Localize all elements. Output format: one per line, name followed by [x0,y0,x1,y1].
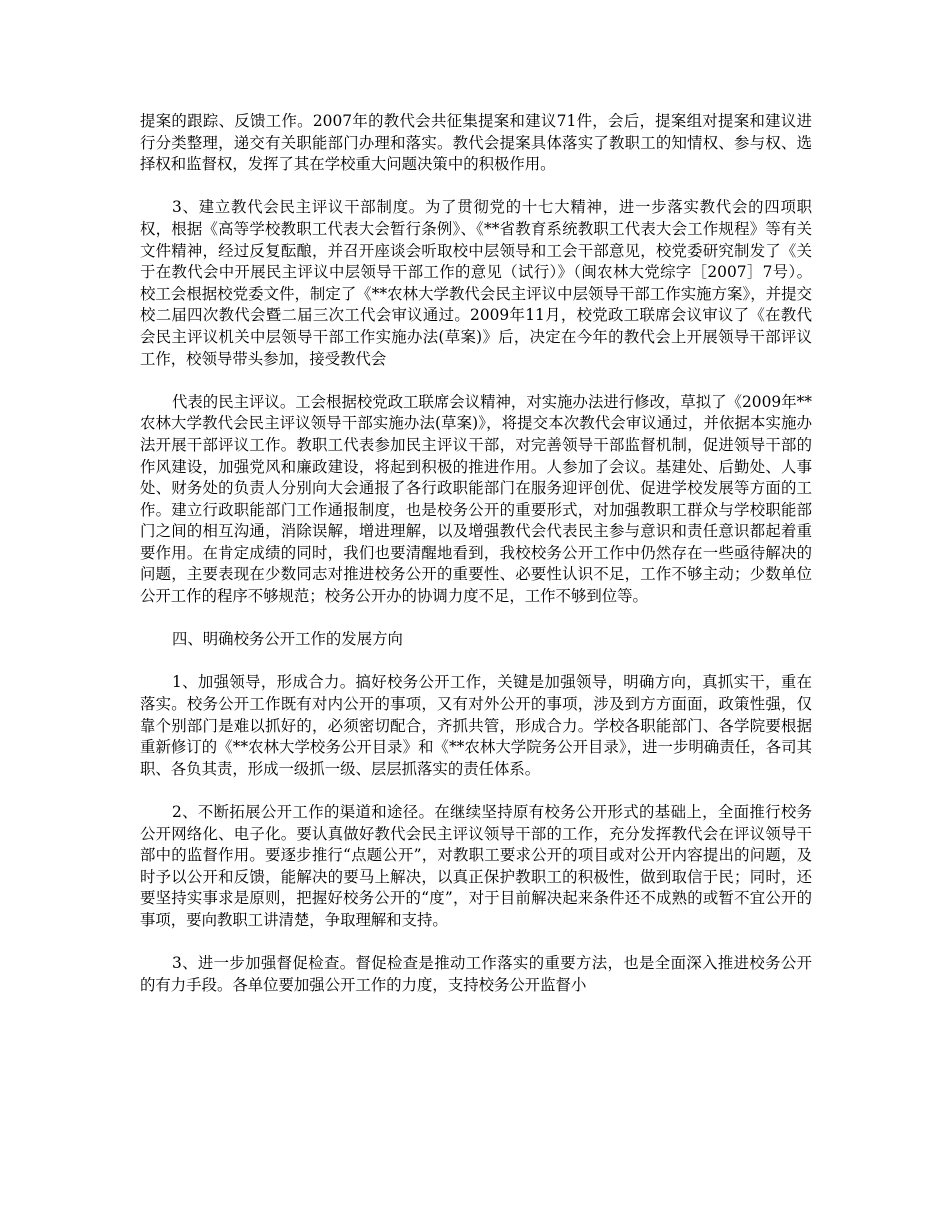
paragraph-strengthen-leadership: 1、加强领导，形成合力。搞好校务公开工作，关键是加强领导，明确方向，真抓实干，重在落实。校务公开工作既有对内公开的事项，又有对外公开的事项，涉及到方方面面，政策性强，仅靠个别部门是难以抓好的，必须密切配合，齐抓共管，形成合力。学校各职能部门、各学院要根据重新修订的《**农林大学校务公开目录》和《**农林大学院务公开目录》，进一步明确责任，各司其职、各负其责，形成一级抓一级、层层抓落实的责任体系。 [140,673,812,778]
paragraph-democratic-evaluation-system: 3、建立教代会民主评议干部制度。为了贯彻党的十七大精神，进一步落实教代会的四项职权，根据《高等学校教职工代表大会暂行条例》、《**省教育系统教职工代表大会工作规程》等有关文件精神，经过反复酝酿，并召开座谈会听取校中层领导和工会干部意见，校党委研究制发了《关于在教代会中开展民主评议中层领导干部工作的意见（试行）》（闽农林大党综字［2007］7号）。校工会根据校党委文件，制定了《**农林大学教代会民主评议中层领导干部工作实施方案》，并提交校二届四次教代会暨二届三次工代会审议通过。2009年11月，校党政工联席会议审议了《在教代会民主评议机关中层领导干部工作实施办法(草案)》后，决定在今年的教代会上开展领导干部评议工作，校领导带头参加，接受教代会 [140,198,812,368]
paragraph-supervision-inspection: 3、进一步加强督促检查。督促检查是推动工作落实的重要方法，也是全面深入推进校务公开的有力手段。各单位要加强公开工作的力度，支持校务公开监督小 [140,954,812,994]
paragraph-representative-evaluation: 代表的民主评议。工会根据校党政工联席会议精神，对实施办法进行修改，草拟了《2009年**农林大学教代会民主评议领导干部实施办法(草案)》，将提交本次教代会审议通过，并依据本实施办法开展干部评议工作。教职工代表参加民主评议干部，对完善领导干部监督机制，促进领导干部的作风建设，加强党风和廉政建设，将起到积极的推进作用。人参加了会议。基建处、后勤处、人事处、财务处的负责人分别向大会通报了各行政职能部门在服务迎评创优、促进学校发展等方面的工作。建立行政职能部门工作通报制度，也是校务公开的重要形式，对加强教职工群众与学校职能部门之间的相互沟通，消除误解，增进理解，以及增强教代会代表民主参与意识和责任意识都起着重要作用。在肯定成绩的同时，我们也要清醒地看到，我校校务公开工作中仍然存在一些亟待解决的问题，主要表现在少数同志对推进校务公开的重要性、必要性认识不足，工作不够主动；少数单位公开工作的程序不够规范；校务公开办的协调力度不足，工作不够到位等。 [140,392,812,606]
paragraph-expand-channels: 2、不断拓展公开工作的渠道和途径。在继续坚持原有校务公开形式的基础上，全面推行校务公开网络化、电子化。要认真做好教代会民主评议领导干部的工作，充分发挥教代会在评议领导干部中的监督作用。要逐步推行“点题公开”，对教职工要求公开的项目或对公开内容提出的问题，及时予以公开和反馈，能解决的要马上解决，以真正保护教职工的积极性，做到取信于民；同时，还要坚持实事求是原则，把握好校务公开的“度”，对于目前解决起来条件还不成熟的或暂不宜公开的事项，要向教职工讲清楚，争取理解和支持。 [140,803,812,929]
section-heading-development-direction: 四、明确校务公开工作的发展方向 [172,630,403,649]
paragraph-proposal-tracking: 提案的跟踪、反馈工作。2007年的教代会共征集提案和建议71件，会后，提案组对提案和建议进行分类整理，递交有关职能部门办理和落实。教代会提案具体落实了教职工的知情权、参与权、选择权和监督权，发挥了其在学校重大问题决策中的积极作用。 [140,112,812,174]
document-page [140,111,812,1018]
